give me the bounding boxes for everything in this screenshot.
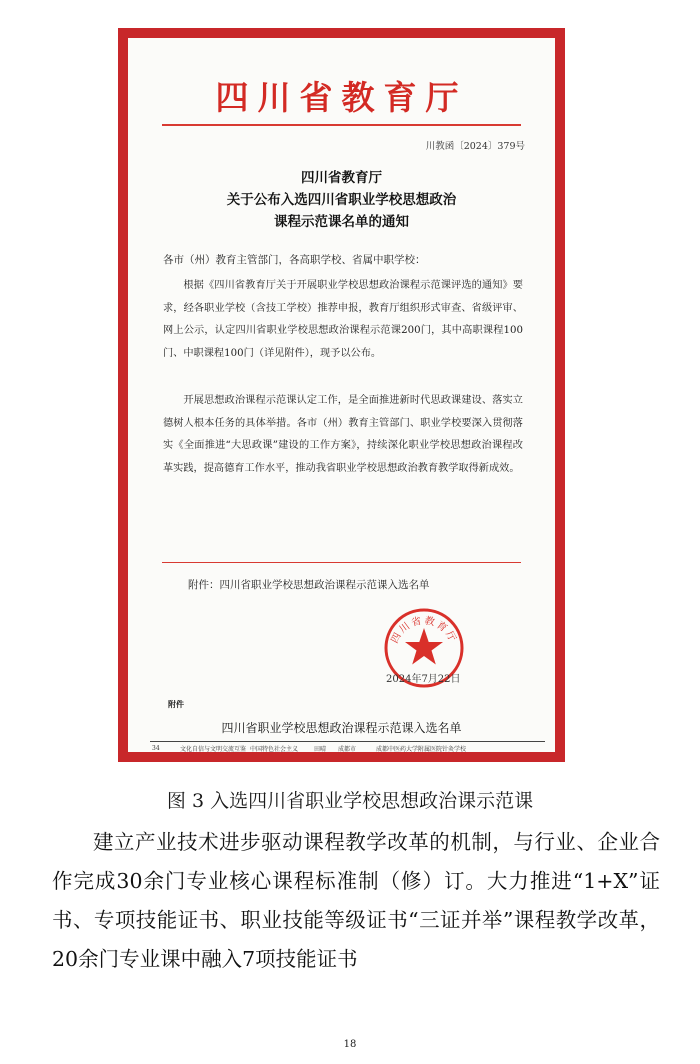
table-cell: 中国特色社会主义	[250, 745, 299, 752]
body-paragraph: 建立产业技术进步驱动课程教学改革的机制，与行业、企业合作完成30余门专业核心课程标准制（修）订。大力推进“1+X”证书、专项技能证书、职业技能等级证书“三证并举”课程教学改革，20余门专业课中融入7项技能证书	[52, 830, 660, 971]
attachment-note: 附件：四川省职业学校思想政治课程示范课入选名单	[188, 579, 430, 591]
attachment-label: 附件	[168, 699, 184, 709]
notice-paragraph: 根据《四川省教育厅关于开展职业学校思想政治课程示范课评选的通知》要求，经各职业学校（含技工学校）推荐申报，教育厅组织形式审查、省级评审、网上公示，认定四川省职业学校思想政治课程示范课200门，其中高职课程100门、中职课程100门（详见附件），现予以公布。	[163, 280, 523, 359]
issuer-header: 四川省教育厅	[215, 78, 468, 117]
page-number: 18	[343, 1039, 357, 1050]
title-line: 课程示范课名单的通知	[274, 214, 409, 230]
title-line: 四川省教育厅	[301, 170, 382, 186]
notice-photo	[118, 28, 565, 762]
table-cell: 成都中医药大学附属医院针灸学校	[376, 745, 467, 752]
header-divider	[162, 124, 521, 126]
notice-document	[128, 38, 555, 752]
salutation: 各市（州）教育主管部门，各高职学校、省属中职学校：	[163, 254, 426, 266]
seal-text: 四川省教育厅	[389, 615, 459, 646]
notice-paragraph: 开展思想政治课程示范课认定工作，是全面推进新时代思政课建设、落实立德树人根本任务的具体举措。各市（州）教育主管部门、职业学校要深入贯彻落实《全面推进“大思政课”建设的工作方案》，持续深化职业学校思想政治课程改革实践，提高德育工作水平，推动我省职业学校思想政治教育教学取得新成效。	[163, 395, 523, 474]
list-title: 四川省职业学校思想政治课程示范课入选名单	[221, 721, 462, 735]
title-line: 关于公布入选四川省职业学校思想政治	[226, 192, 457, 208]
notice-title	[128, 167, 555, 233]
document-number: 川教函〔2024〕379号	[425, 141, 525, 152]
issue-date: 2024年7月22日	[386, 674, 461, 685]
table-row	[150, 741, 545, 752]
figure-caption: 图 3 入选四川省职业学校思想政治课示范课	[166, 790, 534, 812]
footer-divider	[162, 562, 521, 563]
table-cell: 文化自信与文明交流互鉴	[180, 745, 247, 752]
table-cell: 34	[152, 744, 160, 752]
table-cell: 田晴	[314, 745, 327, 752]
table-cell: 成都市	[338, 745, 357, 752]
